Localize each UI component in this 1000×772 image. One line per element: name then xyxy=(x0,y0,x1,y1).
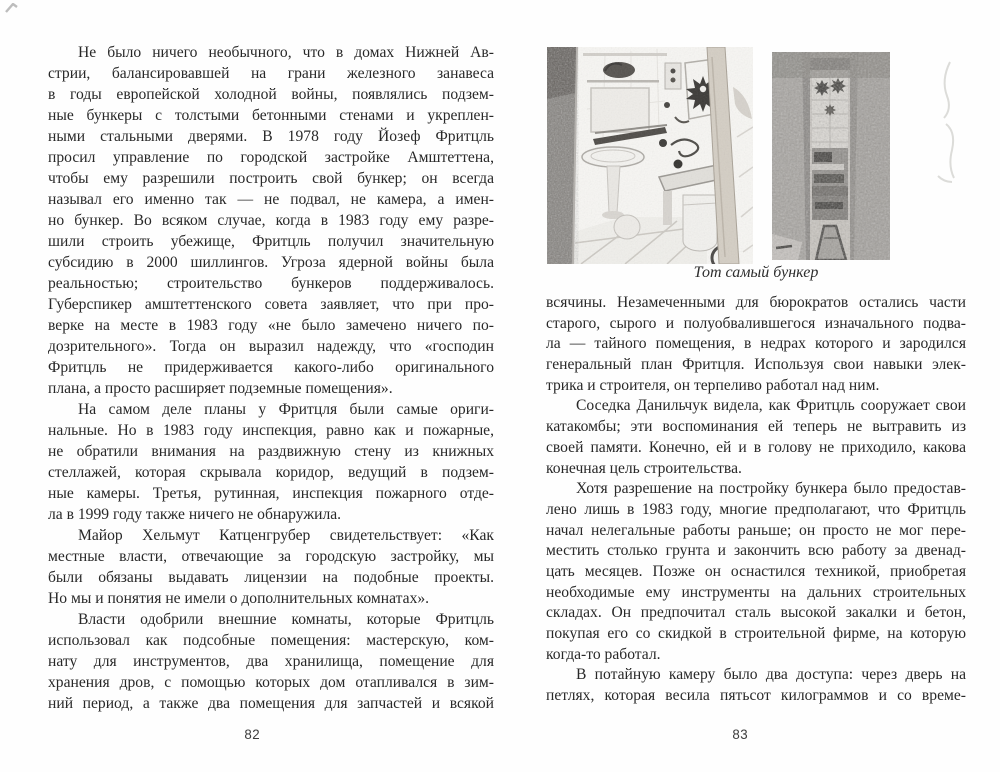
page-left-text-column xyxy=(48,42,494,714)
page-number-left: 82 xyxy=(244,726,261,742)
text-line: но бункер. Во всяком случае, когда в 1983 году ему разре- xyxy=(48,212,494,229)
text-line: Не было ничего необычного, что в домах Нижней Ав- xyxy=(78,44,494,61)
text-line: стрии, балансировавшей на грани железного занавеса xyxy=(48,65,494,82)
text-line: трика и строителя, он терпеливо работал над ним. xyxy=(546,376,880,394)
text-line: ний период, а также два помещения для запчастей и всякой xyxy=(48,695,494,712)
page-number-right: 83 xyxy=(732,726,749,742)
text-line: генеральный план Фритцля. Используя свои навыки элек- xyxy=(546,356,966,374)
text-line: плана, а просто расширяет подземные помещения». xyxy=(48,380,393,397)
text-line: местить столько грунта и закончить всю работу за двенад- xyxy=(546,542,966,560)
text-line: начал нелегальные работы раньше; он просто не мог пере- xyxy=(546,521,966,539)
text-line: верке на месте в 1983 году «не было замечено ничего по- xyxy=(48,317,494,334)
scan-artifact-mark xyxy=(4,3,20,13)
text-line: необходимые ему инструменты на дальних строительных xyxy=(546,583,966,601)
text-line: субсидию в 2000 шиллингов. Угроза ядерной войны была xyxy=(48,254,494,271)
bunker-bathroom-photo-art xyxy=(547,47,753,264)
text-line: Майор Хельмут Катценгрубер свидетельствует: «Как xyxy=(78,527,494,544)
text-line: ные бункеры с толстыми бетонными стенами и укреплен- xyxy=(48,107,494,124)
photo-grain xyxy=(772,52,890,260)
text-line: катакомбы; эти воспоминания ей теперь не вытравить из xyxy=(546,418,966,436)
text-line: старого, сырого и полуобвалившегося изначального подва- xyxy=(546,314,966,332)
text-line: Хотя разрешение на постройку бункера было предостав- xyxy=(576,480,966,498)
text-line: ные камеры. Третья, рутинная, инспекция пожарного отде- xyxy=(48,485,494,502)
page-right-text-column xyxy=(546,293,966,707)
text-line: шили строить убежище, Фритцль получил значительную xyxy=(48,233,494,250)
text-line: не обратили внимания на раздвижную стену из книжных xyxy=(48,443,494,460)
text-line: когда-то работал. xyxy=(546,645,661,663)
bunker-corridor-photo xyxy=(772,52,890,260)
photo-grain xyxy=(547,47,753,264)
text-line: покупая его со скидкой в строительной фирме, на которую xyxy=(546,625,966,642)
text-line: нальные. Но в 1983 году инспекция, равно как и пожарные, xyxy=(48,422,494,439)
text-line: ла в 1999 году также ничего не обнаружила. xyxy=(48,506,342,523)
scan-artifact-top-left xyxy=(4,0,20,10)
text-line: ла — тайного помещения, в недрах которого и зародился xyxy=(546,335,966,353)
bunker-corridor-photo-art xyxy=(772,52,890,260)
page-bleed-artifact-art xyxy=(922,58,958,188)
page-bleed-artifact xyxy=(922,58,958,188)
text-line: Власти одобрили внешние комнаты, которые Фритцль xyxy=(78,611,494,628)
text-line: называл его именно так — не подвал, не камера, а имен- xyxy=(48,191,494,208)
text-line: были обязаны выдавать лицензии на подобные проекты. xyxy=(48,569,494,586)
text-line: Но мы и понятия не имели о дополнительных комнатах». xyxy=(48,590,430,607)
text-line: На самом деле планы у Фритцля были самые ориги- xyxy=(78,401,494,418)
photo-caption: Тот самый бункер xyxy=(693,264,819,281)
text-line: В потайную камеру было два доступа: через дверь на xyxy=(576,666,966,684)
text-line: Губерспикер амштеттенского совета заявляет, что при про- xyxy=(48,296,494,313)
text-line: ными стальными дверями. В 1978 году Йозеф Фритцль xyxy=(48,128,494,145)
text-line: хранения дров, с помощью которых дом отапливался в зим- xyxy=(48,674,494,691)
text-line: петлях, которая весила пятьсот килограммов и со време- xyxy=(546,687,966,705)
text-line: дозрительного». Тогда он выразил надежду, что «господин xyxy=(48,338,494,355)
text-line: местные власти, отвечающие за городскую застройку, мы xyxy=(48,548,494,565)
text-line: использовал как подсобные помещения: мастерскую, ком- xyxy=(48,632,494,649)
text-line: просил управление по городской застройке Амштеттена, xyxy=(48,149,494,166)
text-line: Фритцль не придерживается какого-либо оригинального xyxy=(48,359,494,376)
text-line: стеллажей, которая скрывала коридор, ведущий в подзем- xyxy=(48,464,494,481)
text-line: складах. Он предпочитал сталь высокой закалки и бетон, xyxy=(546,604,966,622)
text-line: реальностью; строительство бункеров поддерживалось. xyxy=(48,275,494,292)
text-line: цать месяцев. Позже он оснастился техникой, приобретая xyxy=(546,562,966,580)
text-line: нату для инструментов, два хранилища, помещение для xyxy=(48,653,494,670)
text-line: лено лишь в 1983 году, многие предполагают, что Фритцль xyxy=(546,500,966,518)
text-line: своей памяти. Конечно, ей и в голову не приходило, какова xyxy=(546,438,966,456)
text-line: конечная цель строительства. xyxy=(546,459,742,477)
text-line: Соседка Данильчук видела, как Фритцль сооружает свои xyxy=(576,397,966,415)
text-line: всячины. Незамеченными для бюрократов остались части xyxy=(546,294,966,311)
bunker-bathroom-photo xyxy=(547,47,753,264)
text-line: чтобы ему разрешили построить свой бункер; он всегда xyxy=(48,170,494,187)
text-line: в годы европейской холодной войны, появлялись подзем- xyxy=(48,86,494,103)
